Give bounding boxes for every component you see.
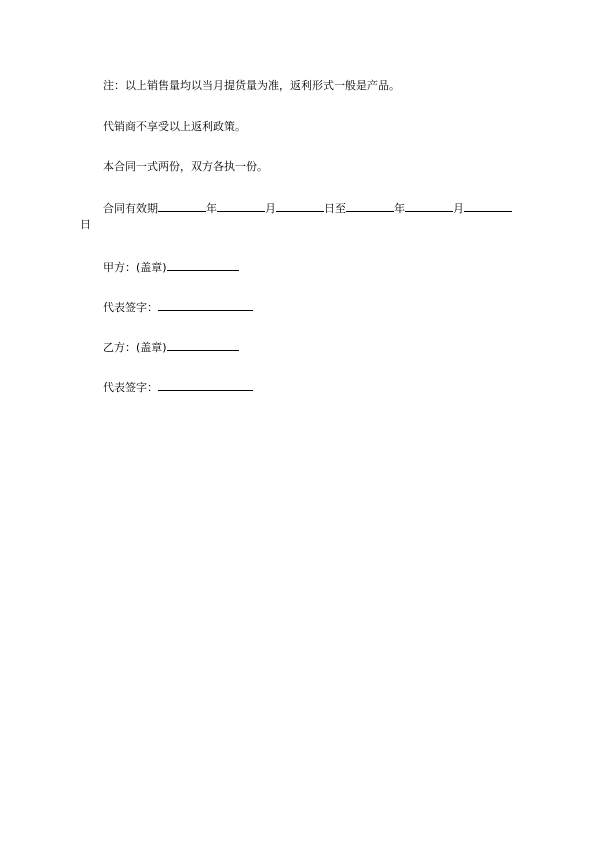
rep-sign-b-line [103, 379, 253, 395]
day-start-blank [276, 200, 324, 212]
dealer-exclusion-paragraph: 代销商不享受以上返利政策。 [103, 120, 246, 133]
validity-paragraph [103, 200, 512, 216]
copies-paragraph: 本合同一式两份，双方各执一份。 [103, 160, 268, 173]
year-end-blank [346, 200, 394, 212]
note-paragraph: 注：以上销售量均以当月提货量为准，返利形式一般是产品。 [103, 79, 400, 92]
validity-day-line: 日 [80, 218, 91, 231]
rep-sign-b-blank [158, 379, 253, 391]
validity-prefix: 合同有效期 [103, 202, 158, 215]
rep-sign-a-line [103, 299, 253, 315]
day-end-blank [464, 200, 512, 212]
rep-sign-a-label: 代表签字： [103, 301, 158, 314]
rep-sign-b-label: 代表签字： [103, 381, 158, 394]
party-a-line [103, 259, 239, 275]
year-label: 年 [206, 202, 217, 215]
party-a-label: 甲方：(盖章) [103, 261, 167, 274]
month-end-blank [405, 200, 453, 212]
party-b-seal-blank [167, 339, 239, 351]
year-start-blank [158, 200, 206, 212]
month-start-blank [217, 200, 265, 212]
party-a-seal-blank [167, 259, 239, 271]
party-b-line [103, 339, 239, 355]
year-end-label: 年 [394, 202, 405, 215]
month-end-label: 月 [453, 202, 464, 215]
month-label: 月 [265, 202, 276, 215]
party-b-label: 乙方：(盖章) [103, 341, 167, 354]
day-to-label: 日至 [324, 202, 346, 215]
rep-sign-a-blank [158, 299, 253, 311]
